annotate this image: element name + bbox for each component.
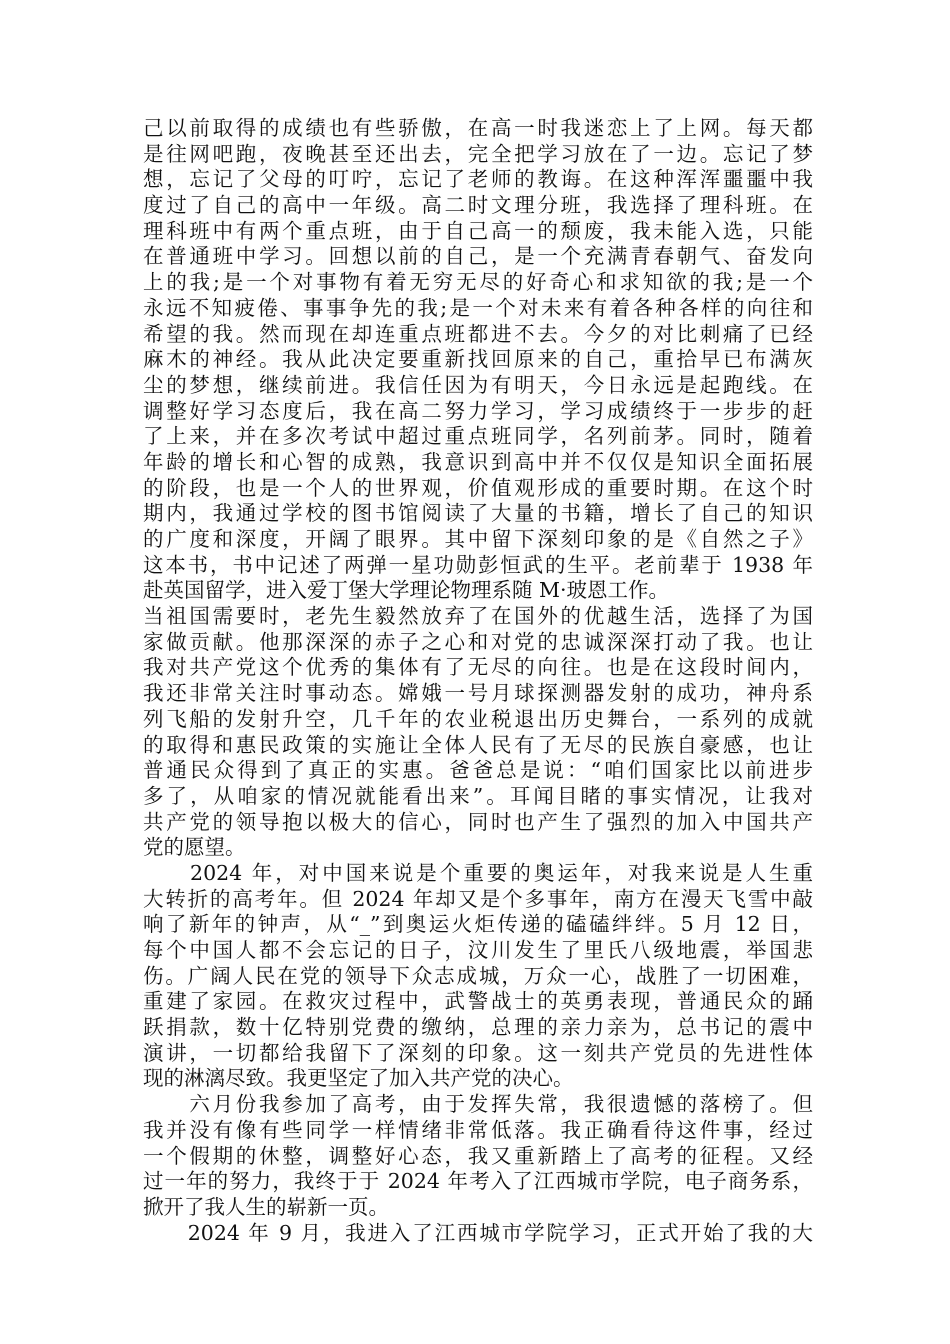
text-line: 普通民众得到了真正的实惠。爸爸总是说：“咱们国家比以前进步 — [143, 758, 813, 783]
text-line: 2024 年 9 月，我进入了江西城市学院学习，正式开始了我的大 — [143, 1220, 813, 1245]
text-line: 家做贡献。他那深深的赤子之心和对党的忠诚深深打动了我。也让 — [143, 629, 813, 654]
text-line: 过一年的努力，我终于于 2024 年考入了江西城市学院，电子商务系， — [143, 1169, 813, 1194]
text-line: 希望的我。然而现在却连重点班都进不去。今夕的对比刺痛了已经 — [143, 321, 813, 346]
text-line: 伤。广阔人民在党的领导下众志成城，万众一心，战胜了一切困难， — [143, 963, 813, 988]
text-line: 的阶段，也是一个人的世界观，价值观形成的重要时期。在这个时 — [143, 475, 813, 500]
text-line: 的取得和惠民政策的实施让全体人民有了无尽的民族自豪感，也让 — [143, 732, 813, 757]
text-line: 己以前取得的成绩也有些骄傲，在高一时我迷恋上了上网。每天都 — [143, 116, 813, 140]
text-line: 想，忘记了父母的叮咛，忘记了老师的教诲。在这种浑浑噩噩中我 — [143, 167, 813, 192]
text-line: 我对共产党这个优秀的集体有了无尽的向往。也是在这段时间内， — [143, 655, 813, 680]
text-line: 党的愿望。 — [143, 835, 246, 860]
text-line: 麻木的神经。我从此决定要重新找回原来的自己，重拾早已布满灰 — [143, 347, 813, 372]
text-line: 2024 年，对中国来说是个重要的奥运年，对我来说是人生重 — [143, 860, 813, 885]
text-line: 赴英国留学，进入爱丁堡大学理论物理系随 M·玻恩工作。 — [143, 578, 670, 603]
text-line: 演讲，一切都给我留下了深刻的印象。这一刻共产党员的先进性体 — [143, 1040, 813, 1065]
text-line: 共产党的领导抱以极大的信心，同时也产生了强烈的加入中国共产 — [143, 809, 813, 834]
text-line: 是往网吧跑，夜晚甚至还出去，完全把学习放在了一边。忘记了梦 — [143, 141, 813, 166]
text-line: 现的淋漓尽致。我更坚定了加入共产党的决心。 — [143, 1066, 574, 1091]
text-line: 重建了家园。在救灾过程中，武警战士的英勇表现，普通民众的踊 — [143, 989, 813, 1014]
text-line: 的广度和深度，开阔了眼界。其中留下深刻印象的是《自然之子》 — [143, 527, 813, 551]
text-line: 我还非常关注时事动态。嫦娥一号月球探测器发射的成功，神舟系 — [143, 681, 813, 706]
text-line: 永远不知疲倦、事事争先的我;是一个对未来有着各种各样的向往和 — [143, 295, 813, 320]
text-line: 这本书，书中记述了两弹一星功勋彭恒武的生平。老前辈于 1938 年 — [143, 552, 813, 577]
text-line: 列飞船的发射升空，几千年的农业税退出历史舞台，一系列的成就 — [143, 706, 813, 731]
text-line: 一个假期的休整，调整好心态，我又重新踏上了高考的征程。又经 — [143, 1143, 813, 1168]
text-line: 度过了自己的高中一年级。高二时文理分班，我选择了理科班。在 — [143, 193, 813, 218]
text-line: 多了，从咱家的情况就能看出来”。耳闻目睹的事实情况，让我对 — [143, 783, 813, 808]
text-line: 理科班中有两个重点班，由于自己高一的颓废，我未能入选，只能 — [143, 218, 813, 243]
text-line: 六月份我参加了高考，由于发挥失常，我很遗憾的落榜了。但 — [143, 1092, 813, 1117]
text-line: 掀开了我人生的崭新一页。 — [143, 1194, 389, 1219]
text-line: 年龄的增长和心智的成熟，我意识到高中并不仅仅是知识全面拓展 — [143, 449, 813, 474]
text-line: 尘的梦想，继续前进。我信任因为有明天，今日永远是起跑线。在 — [143, 372, 813, 397]
text-line: 响了新年的钟声，从“_”到奥运火炬传递的磕磕绊绊。5 月 12 日， — [143, 912, 813, 937]
text-line: 在普通班中学习。回想以前的自己，是一个充满青春朝气、奋发向 — [143, 244, 813, 269]
essay-text — [143, 116, 813, 1246]
text-line: 我并没有像有些同学一样情绪非常低落。我正确看待这件事，经过 — [143, 1117, 813, 1142]
text-line: 每个中国人都不会忘记的日子，汶川发生了里氏八级地震，举国悲 — [143, 938, 813, 962]
text-line: 期内，我通过学校的图书馆阅读了大量的书籍，增长了自己的知识 — [143, 501, 813, 526]
text-line: 大转折的高考年。但 2024 年却又是个多事年，南方在漫天飞雪中敲 — [143, 886, 813, 911]
text-line: 当祖国需要时，老先生毅然放弃了在国外的优越生活，选择了为国 — [143, 604, 813, 629]
text-line: 调整好学习态度后，我在高二努力学习，学习成绩终于一步步的赶 — [143, 398, 813, 423]
text-line: 跃捐款，数十亿特别党费的缴纳，总理的亲力亲为，总书记的震中 — [143, 1015, 813, 1040]
text-line: 了上来，并在多次考试中超过重点班同学，名列前茅。同时，随着 — [143, 424, 813, 449]
text-line: 上的我;是一个对事物有着无穷无尽的好奇心和求知欲的我;是一个 — [143, 270, 813, 295]
